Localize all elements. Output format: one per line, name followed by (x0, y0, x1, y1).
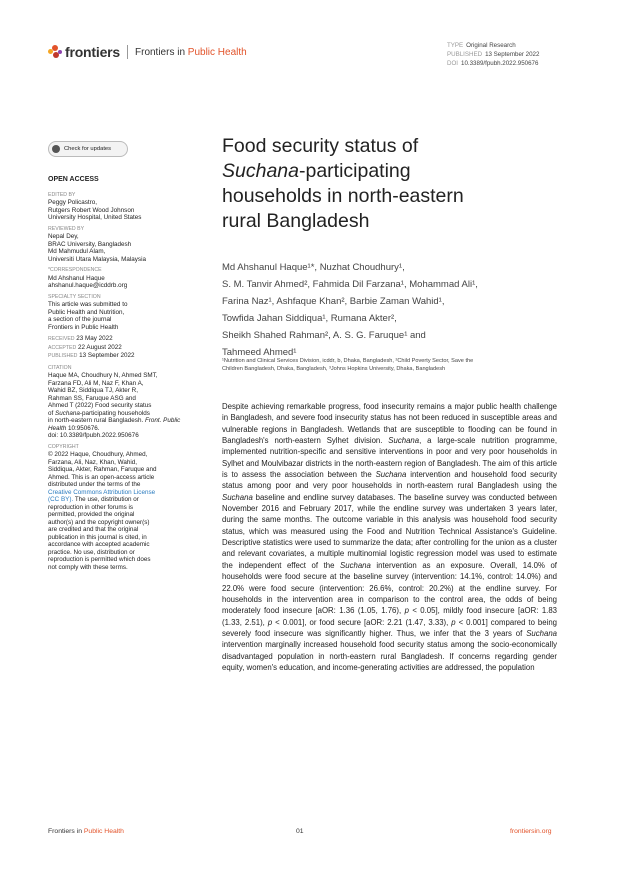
reviewed-by: Nepal Dey, BRAC University, Bangladesh Md Mahmudul Alam, Universiti Utara Malaysia, Malaysia (48, 233, 146, 263)
article-meta: TYPE Original Research PUBLISHED 13 September 2022 DOI 10.3389/fpubh.2022.950676 (447, 42, 540, 67)
affiliations: ¹Nutrition and Clinical Services Division, icddr, b, Dhaka, Bangladesh, ²Child Poverty Sector, Save the Children Bangladesh, Dhaka, Bangladesh, ³Johns Hopkins University, Dhaka, Bangladesh (222, 358, 474, 372)
update-icon (52, 145, 60, 153)
dates: RECEIVED 23 May 2022 ACCEPTED 22 August 2022 PUBLISHED 13 September 2022 (48, 335, 135, 359)
footer-journal: Frontiers in Public Health (48, 828, 124, 835)
article-title: Food security status of Suchana-participating households in north-eastern rural Bangladesh (222, 135, 464, 232)
frontiers-mark-icon (48, 45, 62, 59)
page-number: 01 (296, 828, 304, 835)
frontiers-logo (48, 43, 247, 61)
check-for-updates-button[interactable]: Check for updates (48, 141, 128, 157)
open-access-label: OPEN ACCESS (48, 176, 99, 183)
sidebar: OPEN ACCESS EDITED BY Peggy Policastro, Rutgers Robert Wood Johnson University Hospital, United States REVIEWED BY Nepal Dey, BRAC University, Bangladesh Md Mahmudul Alam, Universiti Utara Malaysia, Malaysia *CORRESPONDENCE Md Ahshanul Haque ahshanul.haque@icddrb.org SPECIALTY SECTION This article was submitted to Public Health and Nutrition, a section of the journal Frontiers in Public Health RECEIVED 23 May 2022 ACCEPTED 22 August 2022 PUBLISHED 13 September 2022 CITATION Haque MA, Choudhury N, Ahmed SMT, Farzana FD, Ali M, Naz F, Khan A, Wahid BZ, Siddiqua TJ, Akter R, Rahman SS, Faruque ASG and Ahmed T (2022) Food security status of Suchana-participating households in north-eastern rural Bangladesh. Front. Public Health 10:950676. doi: 10.3389/fpubh.2022.950676 COPYRIGHT © 2022 Haque, Choudhury, Ahmed, Farzana, Ali, Naz, Khan, Wahid, Siddiqua, Akter, Rahman, Faruque and Ahmed. This is an open-access article distributed under the terms of the Creative Commons Attribution License (CC BY). The use, distribution or reproduction in other forums is permitted, provided the original author(s) and the copyright owner(s) are credited and that the original publication in this journal is cited, in accordance with accepted academic practice. No use, distribution or reproduction is permitted which does not comply with these terms. (48, 176, 188, 573)
specialty-section: This article was submitted to Public Health and Nutrition, a section of the journal Frontiers in Public Health (48, 301, 128, 331)
brand-name: frontiers (65, 44, 120, 60)
edited-by: Peggy Policastro, Rutgers Robert Wood Johnson University Hospital, United States (48, 199, 142, 221)
footer-site-link[interactable]: frontiersin.org (510, 828, 552, 835)
abstract: Despite achieving remarkable progress, food insecurity remains a major public health challenge in Bangladesh, and severe food insecurity status has not been reduced in susceptible areas and vulnerable regions in Bangladesh. Wetlands that are susceptible to flooding can be found in Bangladesh's north-eastern Sylhet division. Suchana, a large-scale nutrition programme, implemented nutrition-specific and sensitive interventions in poor and very poor households in Sylhet and Moulvibazar districts in the north-eastern region of Bangladesh. The aim of this article is to assess the association between the Suchana intervention and household food security status among poor and very poor households in north-eastern rural Bangladesh using the Suchana baseline and endline survey databases. The baseline survey was conducted between November 2016 and February 2017, while the endline survey was undertaken 3 years later, during the same months. The outcome variable in this analysis was household food security status, which was measured using the Food and Nutrition Technical Assistance's Guideline. Descriptive statistics were used to summarize the data; after controlling for the union as a cluster and relevant covariates, a multiple multinomial logistic regression model was used to estimate the independent effect of the Suchana intervention as an exposure. Overall, 14.0% of households were food secure at the baseline survey (intervention: 14.1%, control: 14.0%) and 22.0% were food secure (intervention: 26.6%, control: 20.2%) at the endline survey. For households in the intervention area in comparison to the control area, the odds of being moderately food insecure [aOR: 1.36 (1.05, 1.76), p < 0.05], mildly food insecure [aOR: 1.83 (1.33, 2.51), p < 0.001], or food secure [aOR: 2.21 (1.47, 3.33), p < 0.001] compared to being severely food insecure was significantly higher. Thus, we infer that the 3 years of Suchana intervention marginally increased household food security status among the socio-economically disadvantaged population in north-eastern rural Bangladesh. If concerns regarding gender equity, women's education, and income-generating activities are addressed, the population (222, 402, 557, 672)
citation: Haque MA, Choudhury N, Ahmed SMT, Farzana FD, Ali M, Naz F, Khan A, Wahid BZ, Siddiqua TJ, Akter R, Rahman SS, Faruque ASG and Ahmed T (2022) Food security status of Suchana-participating households in north-eastern rural Bangladesh. Front. Public Health 10:950676. doi: 10.3389/fpubh.2022.950676 (48, 372, 181, 439)
divider (127, 45, 128, 59)
doi-link[interactable]: 10.3389/fpubh.2022.950676 (461, 60, 539, 67)
license-link[interactable]: Creative Commons Attribution License (CC BY). (48, 488, 156, 503)
copyright: © 2022 Haque, Choudhury, Ahmed, Farzana, Ali, Naz, Khan, Wahid, Siddiqua, Akter, Rahman, Faruque and Ahmed. This is an open-access article distributed under the terms of the Creative Commons Attribution License (CC BY). The use, distribution or reproduction in other forums is permitted, provided the original author(s) and the copyright owner(s) are credited and that the original publication in this journal is cited, in accordance with accepted academic practice. No use, distribution or reproduction is permitted which does not comply with these terms. (48, 451, 157, 571)
author-list: Md Ahshanul Haque¹*, Nuzhat Choudhury¹, S. M. Tanvir Ahmed², Fahmida Dil Farzana¹, Mohammad Ali¹, Farina Naz¹, Ashfaque Khan², Barbie Zaman Wahid¹, Towfida Jahan Siddiqua¹, Rumana Akter², Sheikh Shahed Rahman², A. S. G. Faruque¹ and Tahmeed Ahmed¹ (222, 262, 478, 358)
journal-name: Frontiers in Public Health (135, 46, 247, 58)
correspondence[interactable]: Md Ahshanul Haque ahshanul.haque@icddrb.org (48, 274, 128, 289)
